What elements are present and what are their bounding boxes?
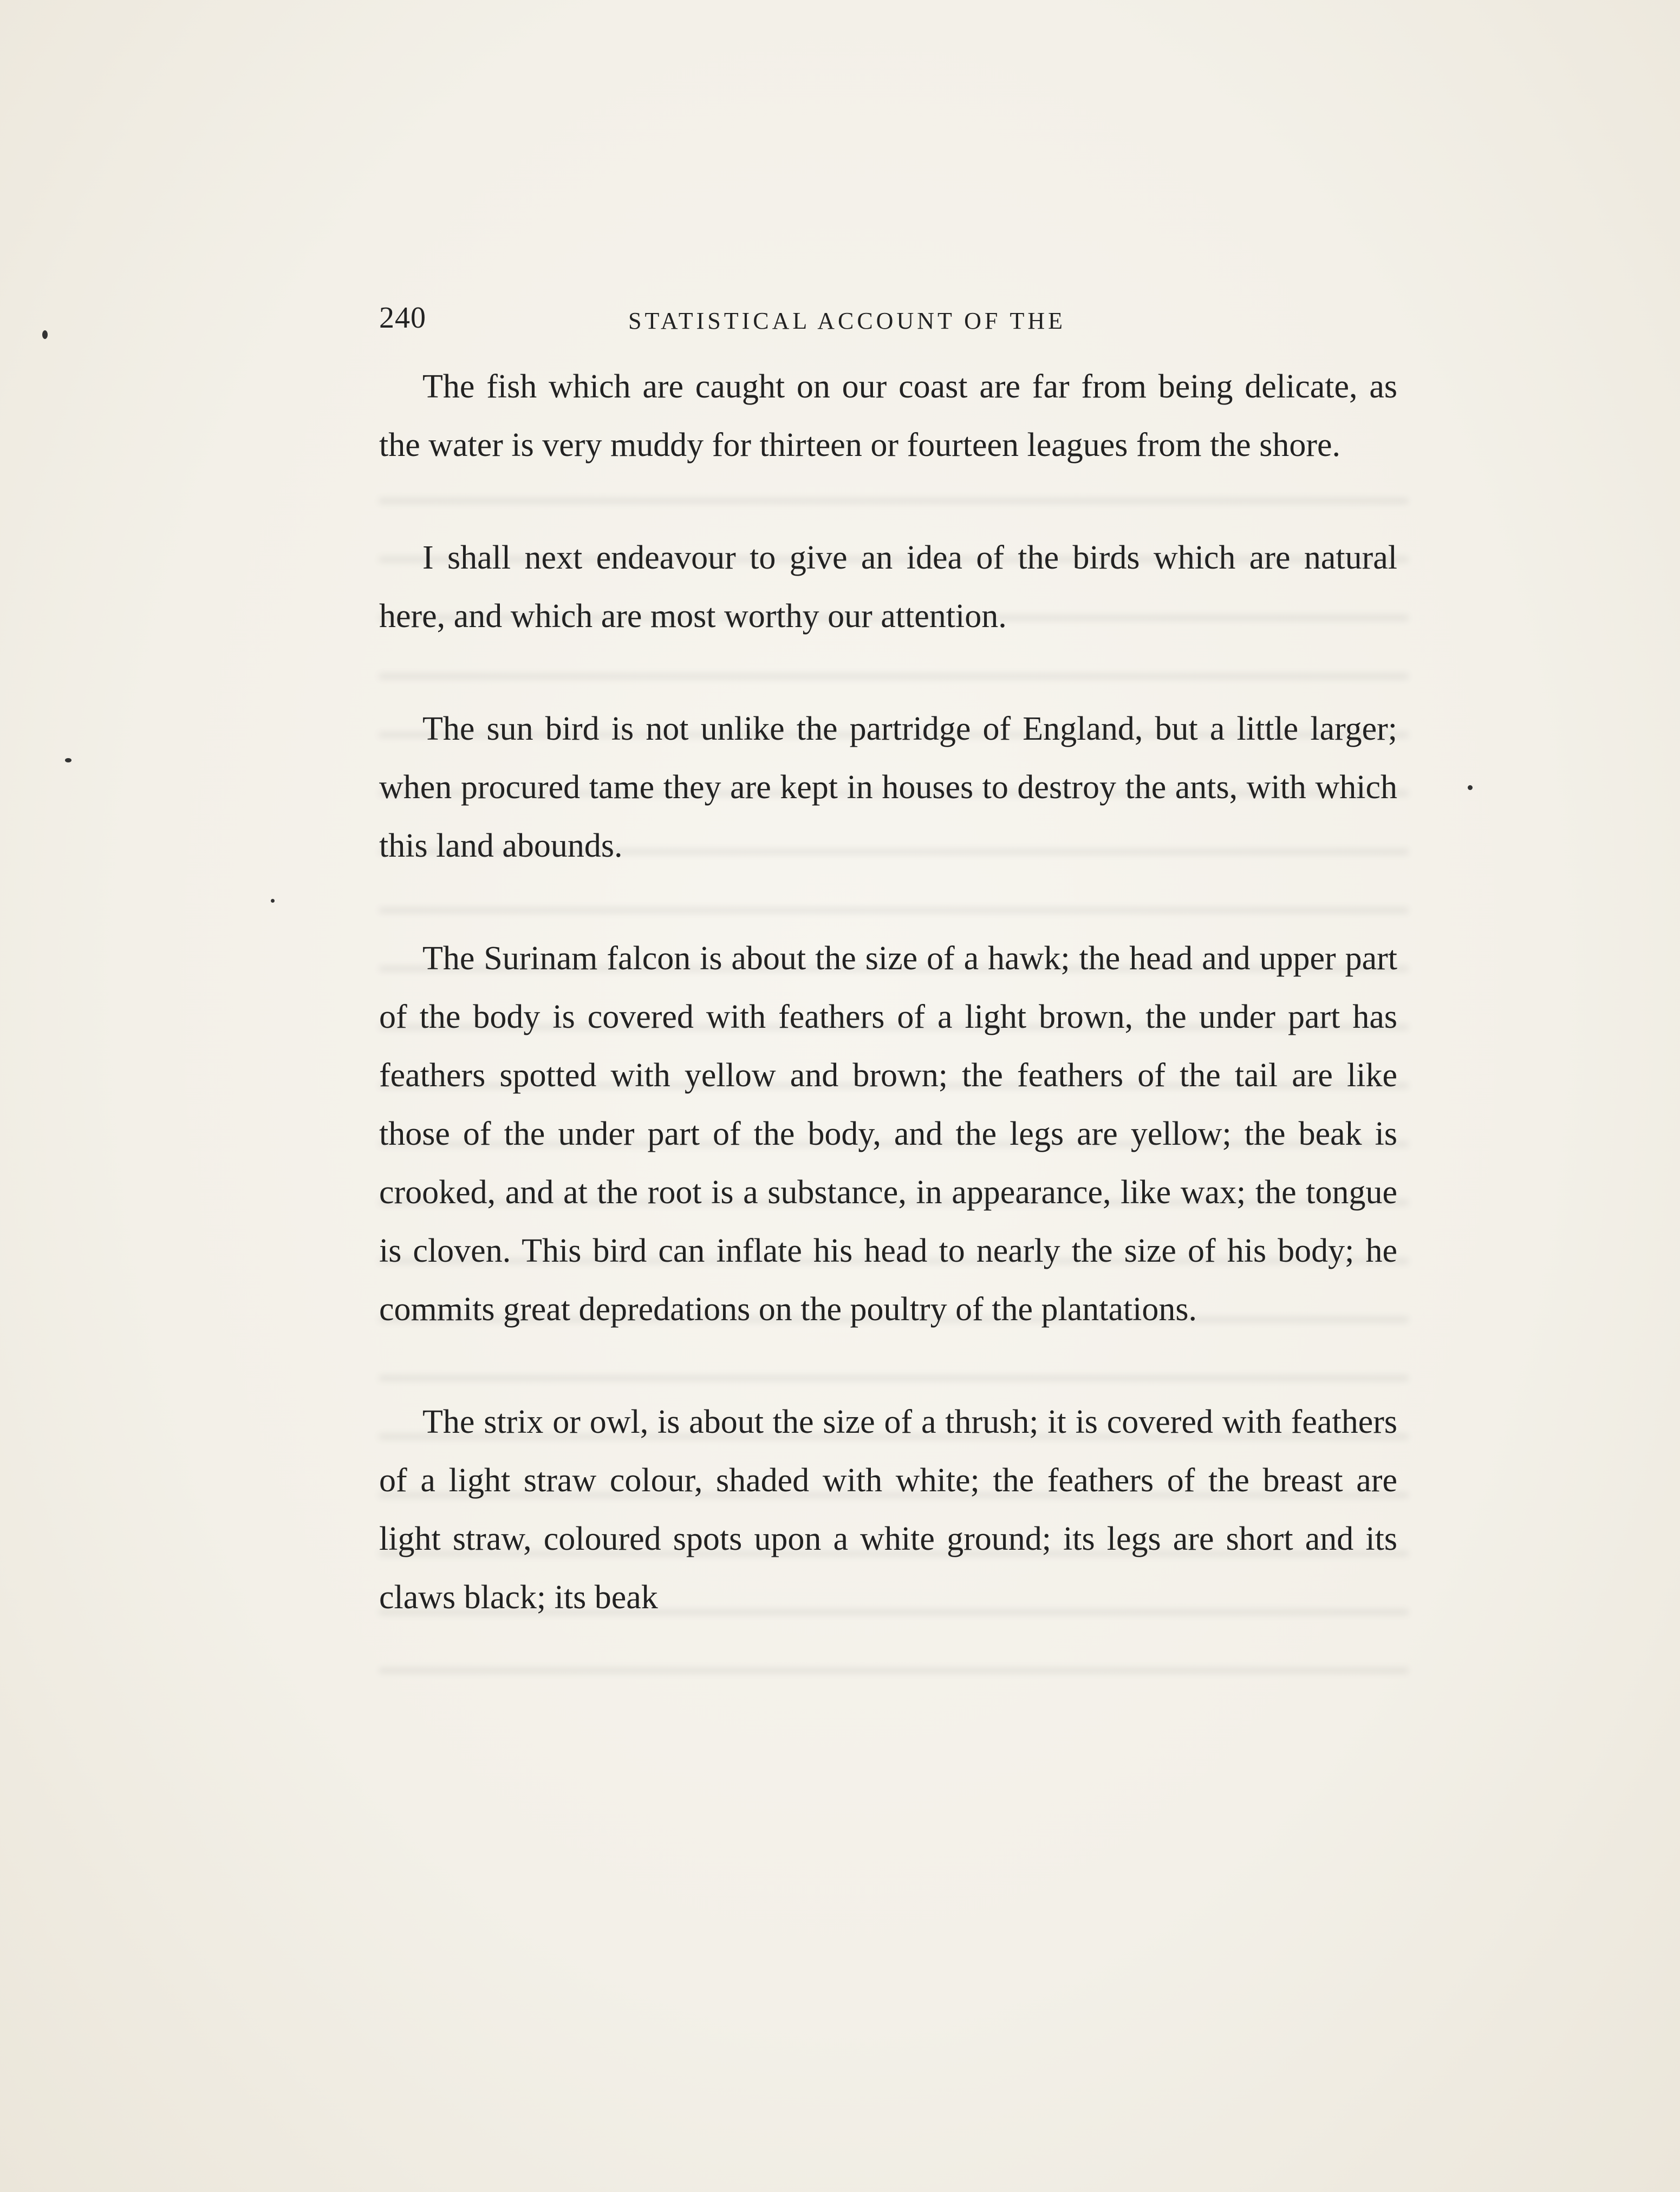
paper-speck [42, 330, 48, 339]
paragraph-fish: The fish which are caught on our coast are far from being delicate, as the water is very muddy for thirteen or fourteen leagues from the shore. [379, 368, 1397, 464]
paragraph-surinam-falcon: The Surinam falcon is about the size of a hawk; the head and upper part of the body is covered with feathers of a light brown, the under part has feathers spotted with yellow and brown; the feathers of the tail are like those of the under part of the body, and the legs are yellow; the beak is crooked, and at the root is a substance, in appearance, like wax; the tongue is cloven. This bird can inflate his head to nearly the size of his body; he commits great depredations on the poultry of the plantations. [379, 940, 1397, 1328]
page-header [379, 301, 1397, 344]
paragraph-strix-owl: The strix or owl, is about the size of a thrush; it is covered with feathers of a light straw colour, shaded with white; the feathers of the breast are light straw, coloured spots upon a white ground; its legs are short and its claws black; its beak [379, 1404, 1397, 1616]
page-number: 240 [379, 301, 426, 335]
paper-speck [65, 758, 71, 762]
paper-speck [1468, 785, 1473, 790]
running-head: STATISTICAL ACCOUNT OF THE [628, 308, 1066, 334]
body-text [379, 357, 1397, 1627]
paragraph-birds-intro: I shall next endeavour to give an idea of the birds which are natural here, and which are most worthy our attention. [379, 539, 1397, 635]
paper-speck [271, 899, 275, 903]
paragraph-sun-bird: The sun bird is not unlike the partridge of England, but a little larger; when procured tame they are kept in houses to destroy the ants, with which this land abounds. [379, 710, 1397, 864]
